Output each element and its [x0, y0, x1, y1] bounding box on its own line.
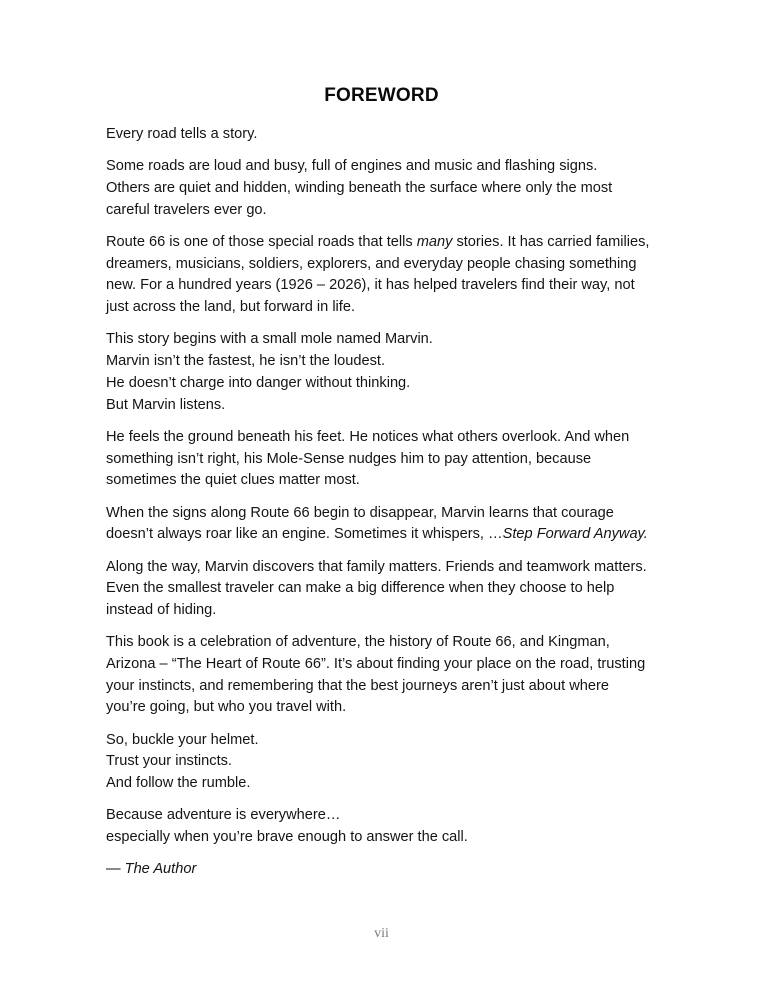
- text-line: But Marvin listens.: [106, 396, 226, 413]
- emphasis-text: many: [416, 234, 453, 250]
- signature-line: [106, 859, 666, 881]
- paragraph-roads: [106, 156, 666, 221]
- paragraph-mole-sense: [106, 427, 666, 492]
- text-line: sometimes the quiet clues matter most.: [106, 472, 360, 489]
- text-line: dreamers, musicians, soldiers, explorers, and everyday people chasing something: [106, 255, 637, 272]
- page-number: vii: [374, 926, 389, 941]
- text-line: something isn’t right, his Mole-Sense nudges him to pay attention, because: [106, 450, 592, 467]
- text-line: So, buckle your helmet.: [106, 731, 259, 748]
- text-line: He doesn’t charge into danger without thinking.: [106, 374, 411, 391]
- text-line: Even the smallest traveler can make a big difference when they choose to help: [106, 580, 615, 597]
- text-line: [106, 232, 666, 254]
- text-line: Marvin isn’t the fastest, he isn’t the loudest.: [106, 353, 386, 370]
- text-line: He feels the ground beneath his feet. He notices what others overlook. And when: [106, 428, 630, 445]
- text-line: [106, 524, 666, 546]
- text-line: just across the land, but forward in life.: [106, 299, 356, 316]
- paragraph-route-66: [106, 232, 666, 319]
- text-line: careful travelers ever go.: [106, 201, 267, 218]
- foreword-body: [106, 124, 666, 892]
- paragraph-buckle: [106, 730, 666, 795]
- text-line: your instincts, and remembering that the best journeys aren’t just about where: [106, 677, 609, 694]
- text-line: Others are quiet and hidden, winding beneath the surface where only the most: [106, 180, 613, 196]
- text-line: Along the way, Marvin discovers that family matters. Friends and teamwork matters.: [106, 558, 647, 575]
- signature: [106, 859, 666, 881]
- text-line: Every road tells a story.: [106, 126, 258, 142]
- text-run: stories. It has carried families,: [452, 234, 650, 250]
- paragraph-closing: [106, 805, 666, 848]
- paragraph-family: [106, 557, 666, 622]
- paragraph-courage: [106, 503, 666, 546]
- paragraph-celebration: [106, 632, 666, 719]
- text-line: This book is a celebration of adventure, the history of Route 66, and Kingman,: [106, 634, 610, 651]
- text-run: Route 66 is one of those special roads that tells: [106, 234, 417, 250]
- emphasis-text: Step Forward Anyway.: [502, 526, 648, 543]
- text-line: new. For a hundred years (1926 – 2026), it has helped travelers find their way, not: [106, 277, 635, 294]
- text-line: especially when you’re brave enough to answer the call.: [106, 829, 468, 846]
- text-run: doesn’t always roar like an engine. Sometimes it whispers, …: [106, 526, 503, 543]
- text-line: Trust your instincts.: [106, 753, 232, 770]
- text-line: When the signs along Route 66 begin to disappear, Marvin learns that courage: [106, 504, 614, 521]
- text-line: Some roads are loud and busy, full of engines and music and flashing signs.: [106, 158, 598, 175]
- author-name: The Author: [124, 861, 197, 878]
- paragraph-marvin-intro: [106, 329, 666, 416]
- text-line: This story begins with a small mole named Marvin.: [106, 331, 433, 348]
- text-line: And follow the rumble.: [106, 775, 251, 792]
- text-line: instead of hiding.: [106, 601, 217, 618]
- paragraph-opening: [106, 124, 666, 146]
- text-line: Because adventure is everywhere…: [106, 807, 341, 824]
- em-dash: —: [106, 861, 125, 878]
- page-title: FOREWORD: [324, 85, 439, 106]
- text-line: you’re going, but who you travel with.: [106, 699, 347, 716]
- text-line: Arizona – “The Heart of Route 66”. It’s about finding your place on the road, trusting: [106, 655, 646, 672]
